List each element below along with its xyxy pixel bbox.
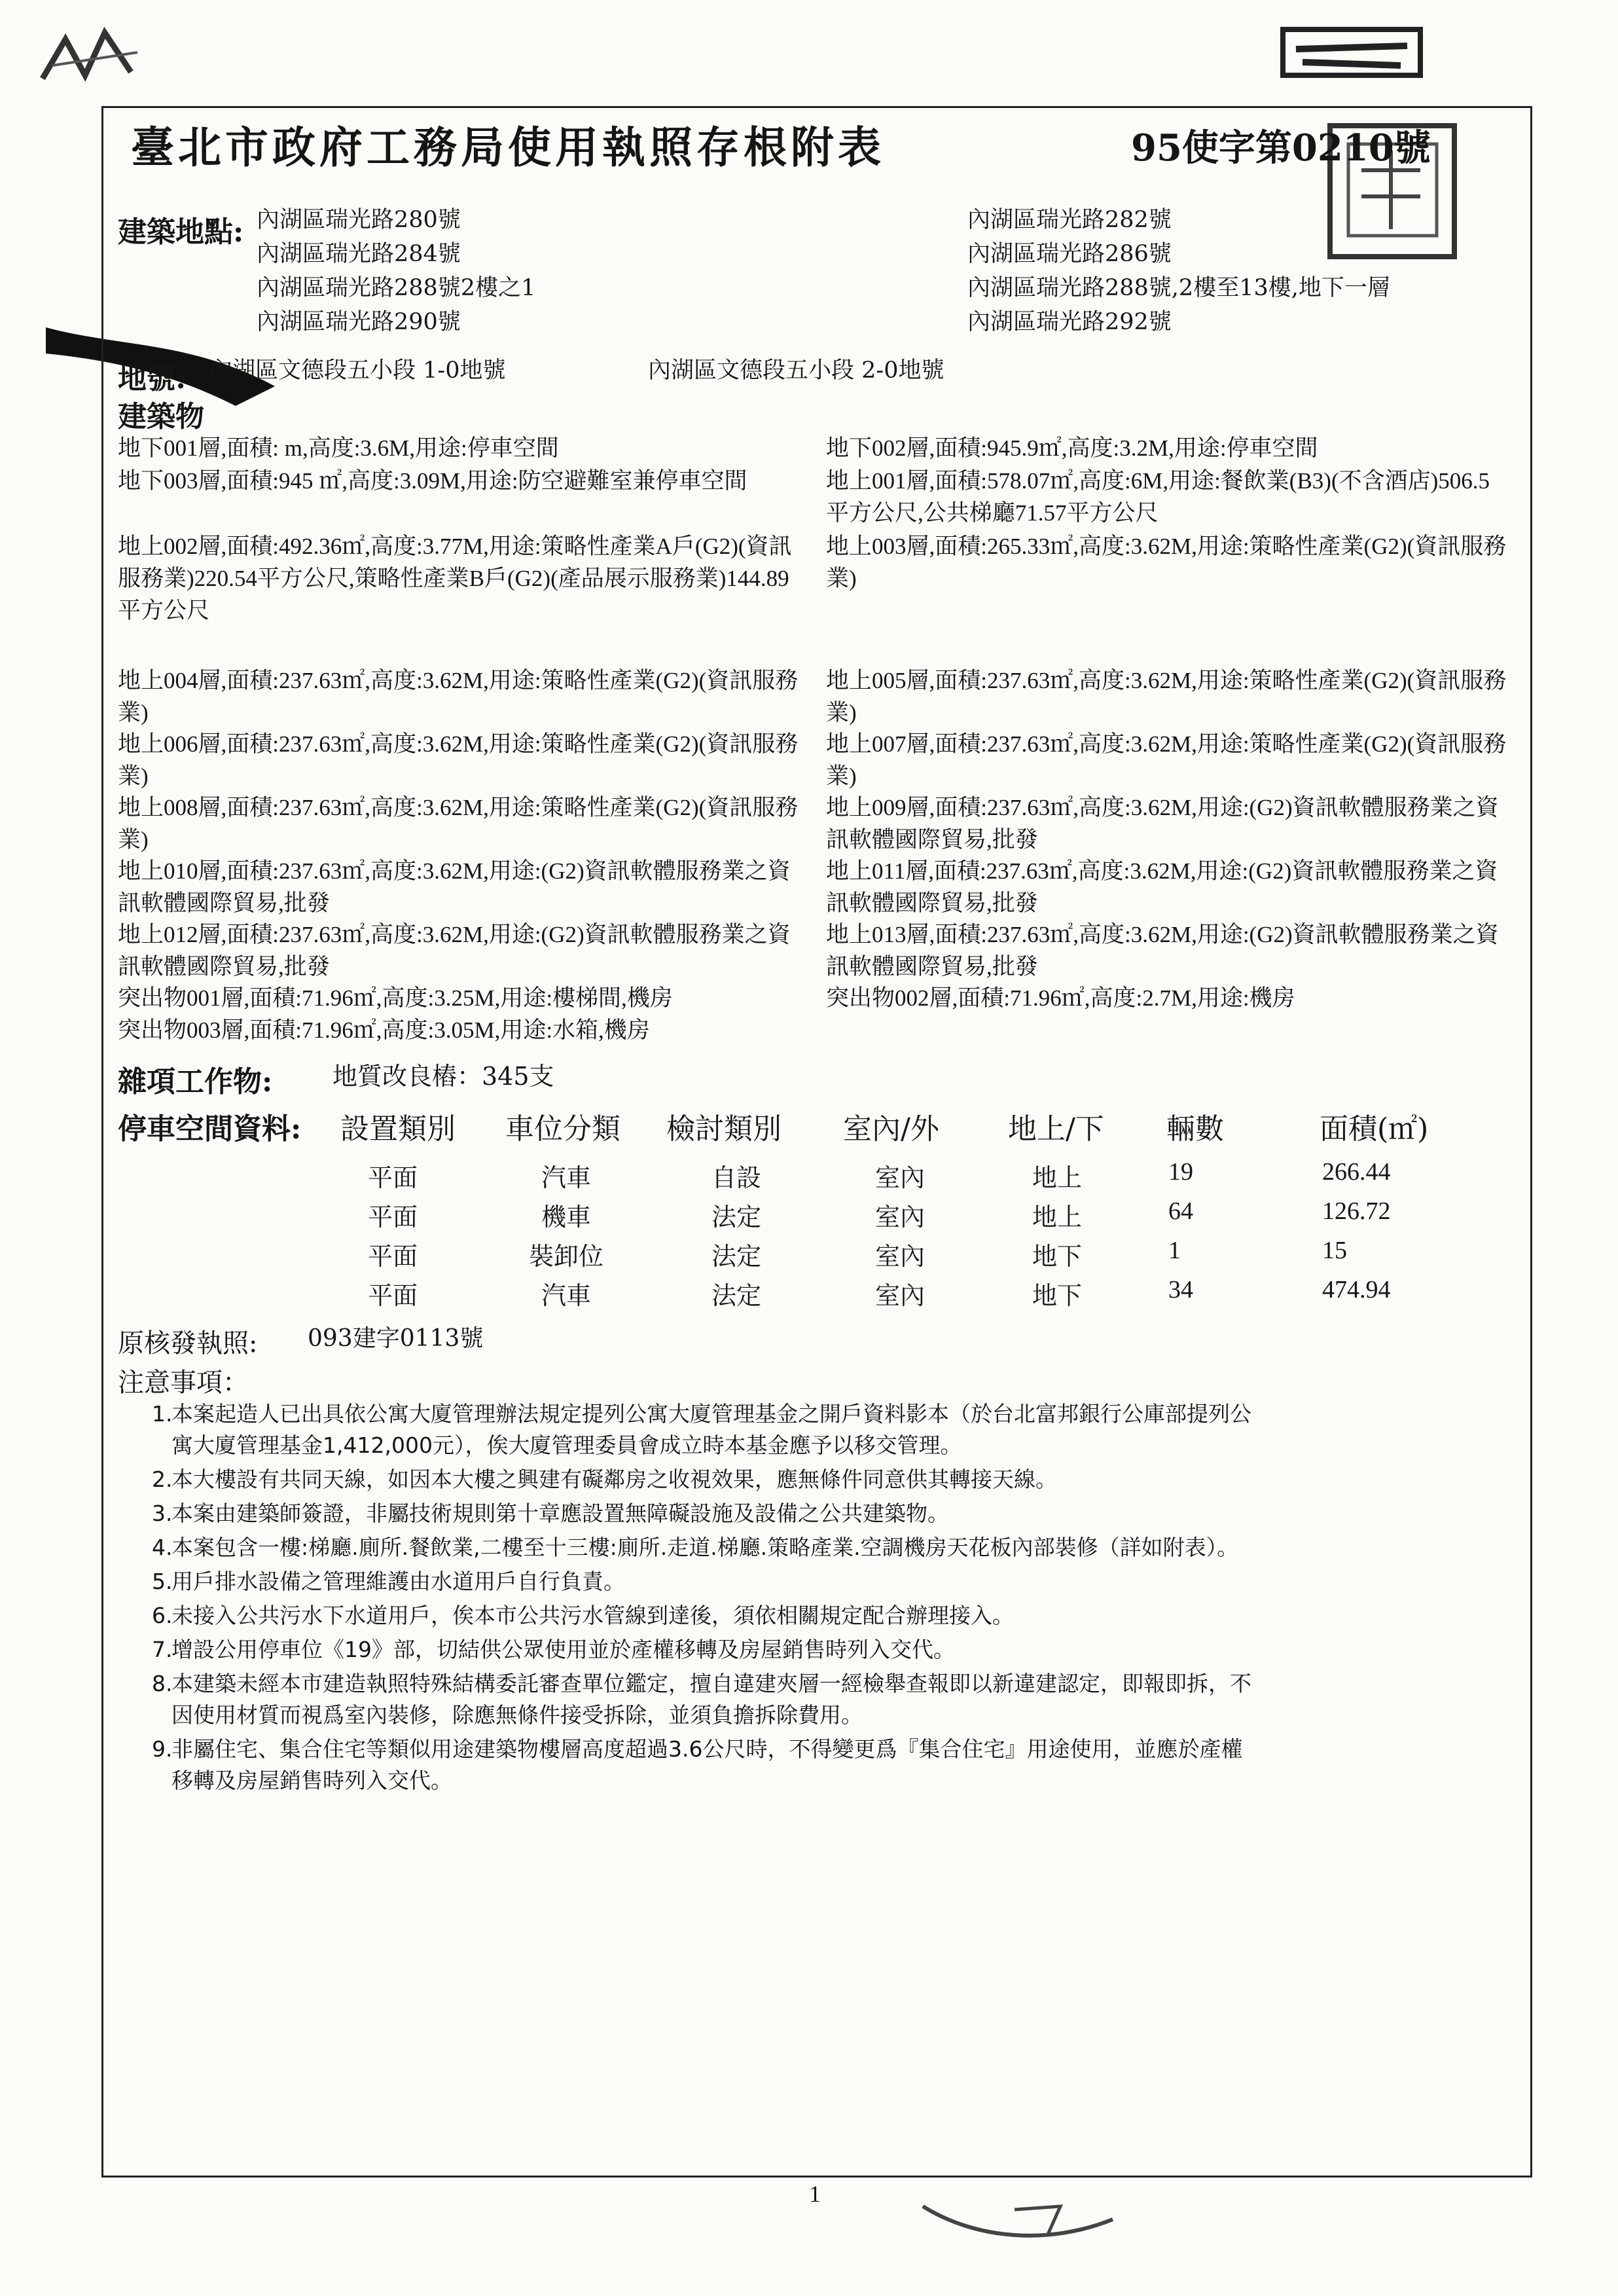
note-line: 用戶排水設備之管理維護由水道用戶自行負責。 — [171, 1569, 625, 1594]
floor-entry: 地上003層,面積:265.33㎡,高度:3.62M,用途:策略性產業(G2)(資訊服務業) — [826, 534, 1507, 591]
parking-cell: 自設 — [711, 1165, 761, 1192]
parking-cell: 法定 — [711, 1283, 761, 1310]
note-number: 7. — [152, 1637, 173, 1662]
parking-cell: 1 — [1168, 1237, 1181, 1264]
note-number: 3. — [152, 1501, 173, 1526]
note-item — [152, 1734, 1520, 1796]
parking-header: 車位分類 — [505, 1112, 620, 1146]
parking-cell: 室內 — [874, 1243, 925, 1271]
address-item: 內湖區瑞光路288號,2樓至13樓,地下一層 — [967, 275, 1390, 301]
note-item — [152, 1498, 1520, 1529]
parking-cell: 室內 — [874, 1283, 925, 1310]
floor-entry: 地上005層,面積:237.63㎡,高度:3.62M,用途:策略性產業(G2)(資訊服務業) — [826, 668, 1507, 725]
parking-header: 室內/外 — [843, 1112, 939, 1146]
parking-cell: 法定 — [711, 1243, 761, 1271]
floor-entry: 地上011層,面積:237.63㎡,高度:3.62M,用途:(G2)資訊軟體服務業之資訊軟體國際貿易,批發 — [826, 858, 1498, 916]
parking-cell: 34 — [1168, 1276, 1193, 1303]
note-line: 本大樓設有共同天線，如因本大樓之興建有礙鄰房之收視效果，應無條件同意供其轉接天線。 — [171, 1467, 1057, 1492]
parking-header: 設置類別 — [340, 1112, 456, 1146]
parking-cell: 19 — [1168, 1158, 1193, 1186]
note-line: 非屬住宅、集合住宅等類似用途建築物樓層高度超過3.6公尺時，不得變更爲『集合住宅』用途使用，並應於產權 — [171, 1736, 1243, 1762]
original-permit-value: 093建字0113號 — [308, 1325, 484, 1352]
floor-entry: 突出物001層,面積:71.96㎡,高度:3.25M,用途:樓梯間,機房 — [118, 985, 673, 1011]
floor-entry: 地上002層,面積:492.36㎡,高度:3.77M,用途:策略性產業A戶(G2)(資訊服務業)220.54平方公尺,策略性產業B戶(G2)(產品展示服務業)144.89平方公尺 — [118, 534, 792, 623]
floor-entry: 地下002層,面積:945.9㎡,高度:3.2M,用途:停車空間 — [826, 435, 1318, 461]
address-item: 內湖區瑞光路282號 — [967, 207, 1172, 233]
lot-right: 內湖區文德段五小段 2-0地號 — [648, 357, 944, 384]
permit-number: 95使字第0210號 — [1131, 126, 1431, 170]
floor-entry: 地上012層,面積:237.63㎡,高度:3.62M,用途:(G2)資訊軟體服務業之資訊軟體國際貿易,批發 — [118, 922, 791, 979]
note-line: 本案起造人已出具依公寓大廈管理辦法規定提列公寓大廈管理基金之開戶資料影本（於台北富邦銀行公庫部提列公 — [171, 1401, 1251, 1427]
floor-entry: 突出物002層,面積:71.96㎡,高度:2.7M,用途:機房 — [826, 985, 1295, 1011]
address-item: 內湖區瑞光路290號 — [257, 309, 461, 335]
parking-header: 地上/下 — [1008, 1112, 1104, 1146]
address-item: 內湖區瑞光路284號 — [257, 241, 461, 267]
parking-cell: 法定 — [711, 1204, 761, 1231]
note-item — [152, 1566, 1520, 1597]
floor-entry: 地上004層,面積:237.63㎡,高度:3.62M,用途:策略性產業(G2)(資訊服務業) — [118, 668, 799, 725]
original-permit-label: 原核發執照: — [118, 1328, 258, 1358]
address-item: 內湖區瑞光路286號 — [967, 241, 1172, 267]
floor-entry: 地上010層,面積:237.63㎡,高度:3.62M,用途:(G2)資訊軟體服務業之資訊軟體國際貿易,批發 — [118, 858, 791, 916]
note-number: 9. — [152, 1736, 173, 1762]
parking-header: 檢討類別 — [666, 1112, 782, 1146]
document-frame — [101, 106, 1532, 2178]
address-label: 建築地點: — [118, 215, 244, 249]
address-item: 內湖區瑞光路280號 — [257, 207, 461, 233]
floor-entry: 突出物003層,面積:71.96㎡,高度:3.05M,用途:水箱,機房 — [118, 1017, 650, 1043]
floor-entry: 地上009層,面積:237.63㎡,高度:3.62M,用途:(G2)資訊軟體服務業之資訊軟體國際貿易,批發 — [826, 795, 1499, 852]
floor-entry: 地上001層,面積:578.07㎡,高度:6M,用途:餐飲業(B3)(不含酒店)506.5平方公尺,公共梯廳71.57平方公尺 — [826, 468, 1490, 526]
note-item — [152, 1464, 1520, 1495]
note-line: 本案包含一樓:梯廳.廁所.餐飲業,二樓至十三樓:廁所.走道.梯廳.策略產業.空調機房天花板內部裝修（詳如附表）。 — [171, 1535, 1239, 1560]
lot-label: 地號: — [118, 362, 187, 395]
page-number: 1 — [809, 2181, 821, 2207]
parking-cell: 平面 — [367, 1283, 418, 1310]
note-line: 移轉及房屋銷售時列入交代。 — [171, 1768, 452, 1793]
parking-cell: 15 — [1322, 1237, 1347, 1264]
note-item — [152, 1532, 1520, 1563]
note-line: 未接入公共污水下水道用戶，俟本市公共污水管線到達後，須依相關規定配合辦理接入。 — [171, 1603, 1014, 1628]
lot-left: 內湖區文德段五小段 1-0地號 — [209, 357, 506, 384]
parking-cell: 266.44 — [1322, 1158, 1391, 1186]
note-number: 4. — [152, 1535, 173, 1560]
note-line: 寓大廈管理基金1,412,000元），俟大廈管理委員會成立時本基金應予以移交管理。 — [171, 1432, 962, 1458]
note-number: 8. — [152, 1671, 173, 1696]
note-line: 增設公用停車位《19》部，切結供公眾使用並於產權移轉及房屋銷售時列入交代。 — [171, 1637, 955, 1662]
floor-entry: 地上008層,面積:237.63㎡,高度:3.62M,用途:策略性產業(G2)(資訊服務業) — [118, 795, 799, 852]
note-number: 6. — [152, 1603, 173, 1628]
floor-entry: 地上007層,面積:237.63㎡,高度:3.62M,用途:策略性產業(G2)(資訊服務業) — [826, 731, 1507, 789]
note-line: 本案由建築師簽證，非屬技術規則第十章應設置無障礙設施及設備之公共建築物。 — [171, 1501, 949, 1526]
corner-scribble — [39, 26, 144, 85]
note-number: 2. — [152, 1467, 173, 1492]
floor-entry: 地下003層,面積:945 ㎡,高度:3.09M,用途:防空避難室兼停車空間 — [118, 468, 747, 494]
parking-cell: 64 — [1168, 1197, 1193, 1225]
note-number: 1. — [152, 1401, 173, 1427]
note-number: 5. — [152, 1569, 173, 1594]
parking-cell: 平面 — [367, 1165, 418, 1192]
parking-cell: 474.94 — [1322, 1276, 1391, 1303]
building-label: 建築物 — [118, 400, 204, 433]
parking-cell: 汽車 — [541, 1283, 591, 1310]
misc-work-value: 地質改良樁：345支 — [333, 1062, 554, 1091]
parking-cell: 室內 — [874, 1165, 925, 1192]
parking-cell: 地上 — [1032, 1165, 1082, 1192]
notes-label: 注意事項： — [118, 1368, 249, 1398]
bottom-seal-mark — [916, 2180, 1126, 2252]
note-item — [152, 1668, 1520, 1731]
floor-entry: 地上006層,面積:237.63㎡,高度:3.62M,用途:策略性產業(G2)(資訊服務業) — [118, 731, 799, 789]
parking-cell: 汽車 — [541, 1165, 591, 1192]
parking-cell: 地上 — [1032, 1204, 1082, 1231]
parking-header: 輛數 — [1166, 1112, 1224, 1146]
parking-cell: 平面 — [367, 1204, 418, 1231]
parking-cell: 126.72 — [1322, 1197, 1391, 1225]
note-item — [152, 1634, 1520, 1666]
note-line: 本建築未經本市建造執照特殊結構委託審查單位鑑定，擅自違建夾層一經檢舉查報即以新違建認定，即報即拆，不 — [171, 1671, 1251, 1696]
parking-cell: 平面 — [367, 1243, 418, 1271]
address-item: 內湖區瑞光路288號2樓之1 — [257, 275, 536, 301]
parking-cell: 裝卸位 — [528, 1243, 603, 1271]
floor-entry: 地上013層,面積:237.63㎡,高度:3.62M,用途:(G2)資訊軟體服務業之資訊軟體國際貿易,批發 — [826, 922, 1499, 979]
parking-cell: 機車 — [541, 1204, 591, 1231]
page-title: 臺北市政府工務局使用執照存根附表 — [131, 122, 885, 173]
parking-cell: 室內 — [874, 1204, 925, 1231]
note-item — [152, 1398, 1520, 1461]
address-item: 內湖區瑞光路292號 — [967, 309, 1172, 335]
parking-header: 面積(㎡) — [1320, 1112, 1429, 1146]
parking-cell: 地下 — [1032, 1243, 1082, 1271]
note-item — [152, 1600, 1520, 1631]
floor-entry: 地下001層,面積: m,高度:3.6M,用途:停車空間 — [118, 435, 559, 461]
misc-work-label: 雜項工作物: — [118, 1065, 273, 1099]
parking-cell: 地下 — [1032, 1283, 1082, 1310]
parking-label: 停車空間資料: — [118, 1112, 302, 1146]
corner-stamp-mark — [1276, 23, 1433, 82]
note-line: 因使用材質而視爲室內裝修，除應無條件接受拆除，並須負擔拆除費用。 — [171, 1702, 863, 1728]
